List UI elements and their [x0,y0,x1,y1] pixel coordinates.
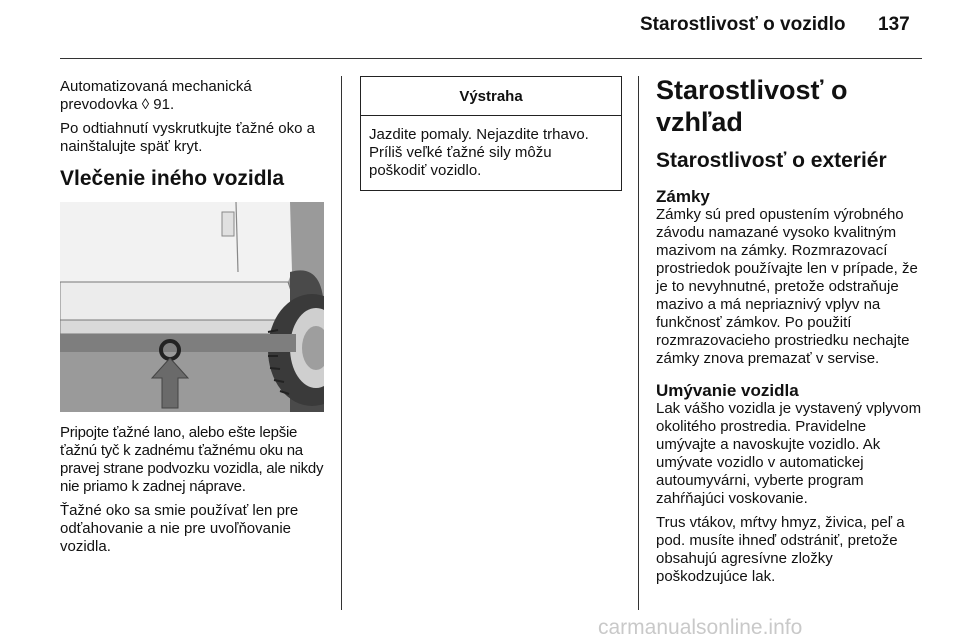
washing-paragraph-2: Trus vtákov, mŕtvy hmyz, živica, peľ a pod. musíte ihneď odstrániť, pretože obsahujú agresívne zložky poškodzujúce lak. [656,514,905,585]
section-heading-exterior: Starostlivosť o exteriér [656,149,887,172]
column-divider-right [638,76,639,610]
chapter-heading: Starostlivosť o vzhľad [656,75,848,137]
subheading-washing: Umývanie vozidla [656,381,799,400]
left-column [60,78,328,562]
section-heading-towing: Vlečenie iného vozidla [60,167,285,190]
warning-box [360,76,622,191]
right-column [656,74,926,590]
rear-tow-eye-illustration-icon [60,202,324,412]
intro-paragraph-1: Automatizovaná mechanická prevodovka ◊ 91. [60,78,252,113]
page-number: 137 [878,14,910,35]
intro-paragraph-2: Po odtiahnutí vyskrutkujte ťažné oko a nainštalujte späť kryt. [60,120,315,155]
watermark: carmanualsonline.info [598,616,803,639]
page-header-title: Starostlivosť o vozidlo [640,14,846,35]
middle-column [360,76,622,191]
instruction-paragraph-2: Ťažné oko sa smie používať len pre odťahovanie a nie pre uvoľňovanie vozidla. [60,502,299,555]
locks-paragraph: Zámky sú pred opustením výrobného závodu namazané vysoko kvalitným mazivom na zámky. Rozmrazovací prostriedok používajte len v prípade, že je to nevyhnutné, pretože odstraňuje mazivo a má nepriaznivý vplyv na funkčnosť zámkov. Po použití rozmrazovacieho prostriedku nechajte zámky znova premazať v servise. [656,206,918,367]
warning-text: Jazdite pomaly. Nejazdite trhavo. Príliš veľké ťažné sily môžu poškodiť vozidlo. [369,126,589,179]
washing-paragraph-1: Lak vášho vozidla je vystavený vplyvom okolitého prostredia. Pravidelne umývajte a navoskujte vozidlo. Ak umývate vozidlo v automatickej autoumyvárni, vyberte program zahŕňajúci voskovanie. [656,400,922,507]
header-divider [60,58,922,59]
column-divider-left [341,76,342,610]
instruction-paragraph-1: Pripojte ťažné lano, alebo ešte lepšie ťažnú tyč k zadnému ťažnému oku na pravej strane podvozku vozidla, ale nikdy nie priamo k zadnej náprave. [60,424,324,495]
warning-title: Výstraha [361,77,621,116]
subheading-locks: Zámky [656,187,710,206]
